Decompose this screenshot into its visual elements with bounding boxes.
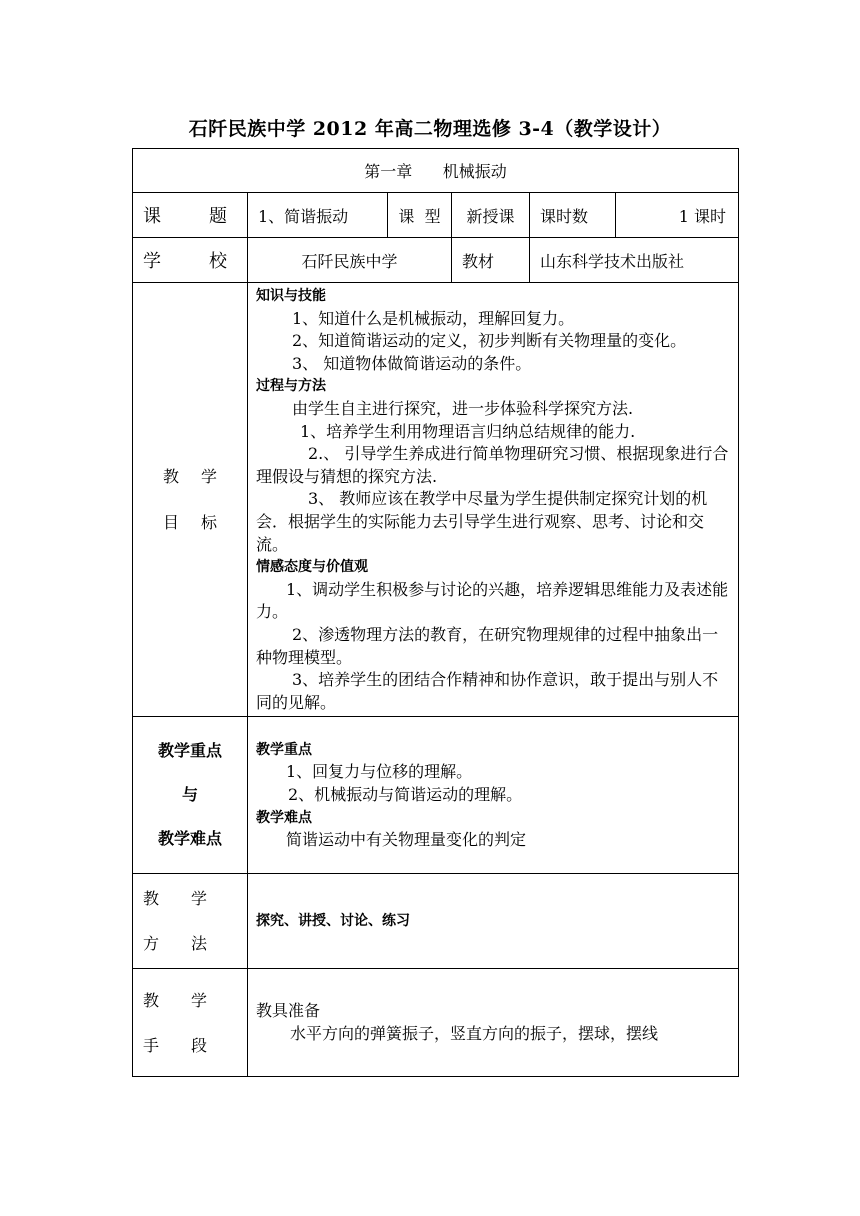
hours-label-cell: 课时数 [530, 193, 616, 238]
key-item: 2、机械振动与简谐运动的理解。 [288, 784, 523, 804]
hours-value-cell: 1 课时 [616, 193, 739, 238]
objective-item: 2、知道简谐运动的定义，初步判断有关物理量的变化。 [292, 331, 687, 351]
method-content-cell [248, 874, 739, 969]
keypoints-label-cell: 教学重点 与 教学难点 [133, 717, 248, 874]
means-label-cell: 教 学 手 段 [133, 969, 248, 1077]
chapter-row [133, 149, 739, 193]
chapter-cell: 第一章 机械振动 [133, 149, 739, 193]
objective-item: 1、知道什么是机械振动，理解回复力。 [292, 308, 575, 328]
keypoints-row [133, 717, 739, 874]
means-row [133, 969, 739, 1077]
difficult-item: 简谐运动中有关物理量变化的判定 [286, 830, 527, 850]
topic-value-cell: 1、简谐振动 [248, 193, 388, 238]
objective-item: 2、渗透物理方法的教育，在研究物理规律的过程中抽象出一种物理模型。 [256, 624, 719, 667]
textbook-label-cell: 教材 [452, 238, 530, 283]
school-row [133, 238, 739, 283]
knowledge-heading: 知识与技能 [256, 288, 326, 304]
method-label-cell: 教 学 方 法 [133, 874, 248, 969]
means-heading: 教具准备 [256, 1001, 321, 1021]
means-value: 水平方向的弹簧振子，竖直方向的振子，摆球，摆线 [290, 1023, 659, 1043]
method-value: 探究、讲授、讨论、练习 [256, 912, 410, 929]
objective-item: 3、 知道物体做简谐运动的条件。 [292, 353, 532, 373]
attitude-heading: 情感态度与价值观 [256, 559, 368, 576]
process-heading: 过程与方法 [256, 378, 326, 395]
objective-item: 1、培养学生利用物理语言归纳总结规律的能力. [300, 421, 636, 441]
objective-item: 3、培养学生的团结合作精神和协作意识，敢于提出与别人不同的见解。 [256, 670, 719, 712]
method-row [133, 874, 739, 969]
lesson-plan-table [132, 148, 739, 1077]
textbook-value-cell: 山东科学技术出版社 [530, 238, 739, 283]
difficult-heading: 教学难点 [256, 809, 312, 826]
document-title: 石阡民族中学 2012 年高二物理选修 3-4（教学设计） [188, 118, 672, 140]
keypoints-content-cell [248, 717, 739, 874]
school-value-cell: 石阡民族中学 [248, 238, 452, 283]
topic-row [133, 193, 739, 238]
objective-item: 1、调动学生积极参与讨论的兴趣，培养逻辑思维能力及表述能力。 [256, 579, 729, 622]
objective-item: 由学生自主进行探究，进一步体验科学探究方法. [292, 398, 634, 418]
topic-label-cell: 课 题 [133, 193, 248, 238]
objectives-label-cell: 教 学 目 标 [133, 283, 248, 717]
objectives-row [133, 283, 739, 717]
key-heading: 教学重点 [256, 741, 312, 758]
key-item: 1、回复力与位移的理解。 [286, 762, 473, 782]
objective-item: 2.、 引导学生养成进行简单物理研究习惯、根据现象进行合理假设与猜想的探究方法. [256, 444, 729, 486]
school-label-cell: 学 校 [133, 238, 248, 283]
objective-item: 3、 教师应该在教学中尽量为学生提供制定探究计划的机会．根据学生的实际能力去引导学生进行观察、思考、讨论和交流。 [256, 489, 708, 554]
type-value-cell: 新授课 [452, 193, 530, 238]
means-content-cell [248, 969, 739, 1077]
objectives-content-cell [248, 283, 739, 717]
type-label-cell: 课 型 [388, 193, 452, 238]
